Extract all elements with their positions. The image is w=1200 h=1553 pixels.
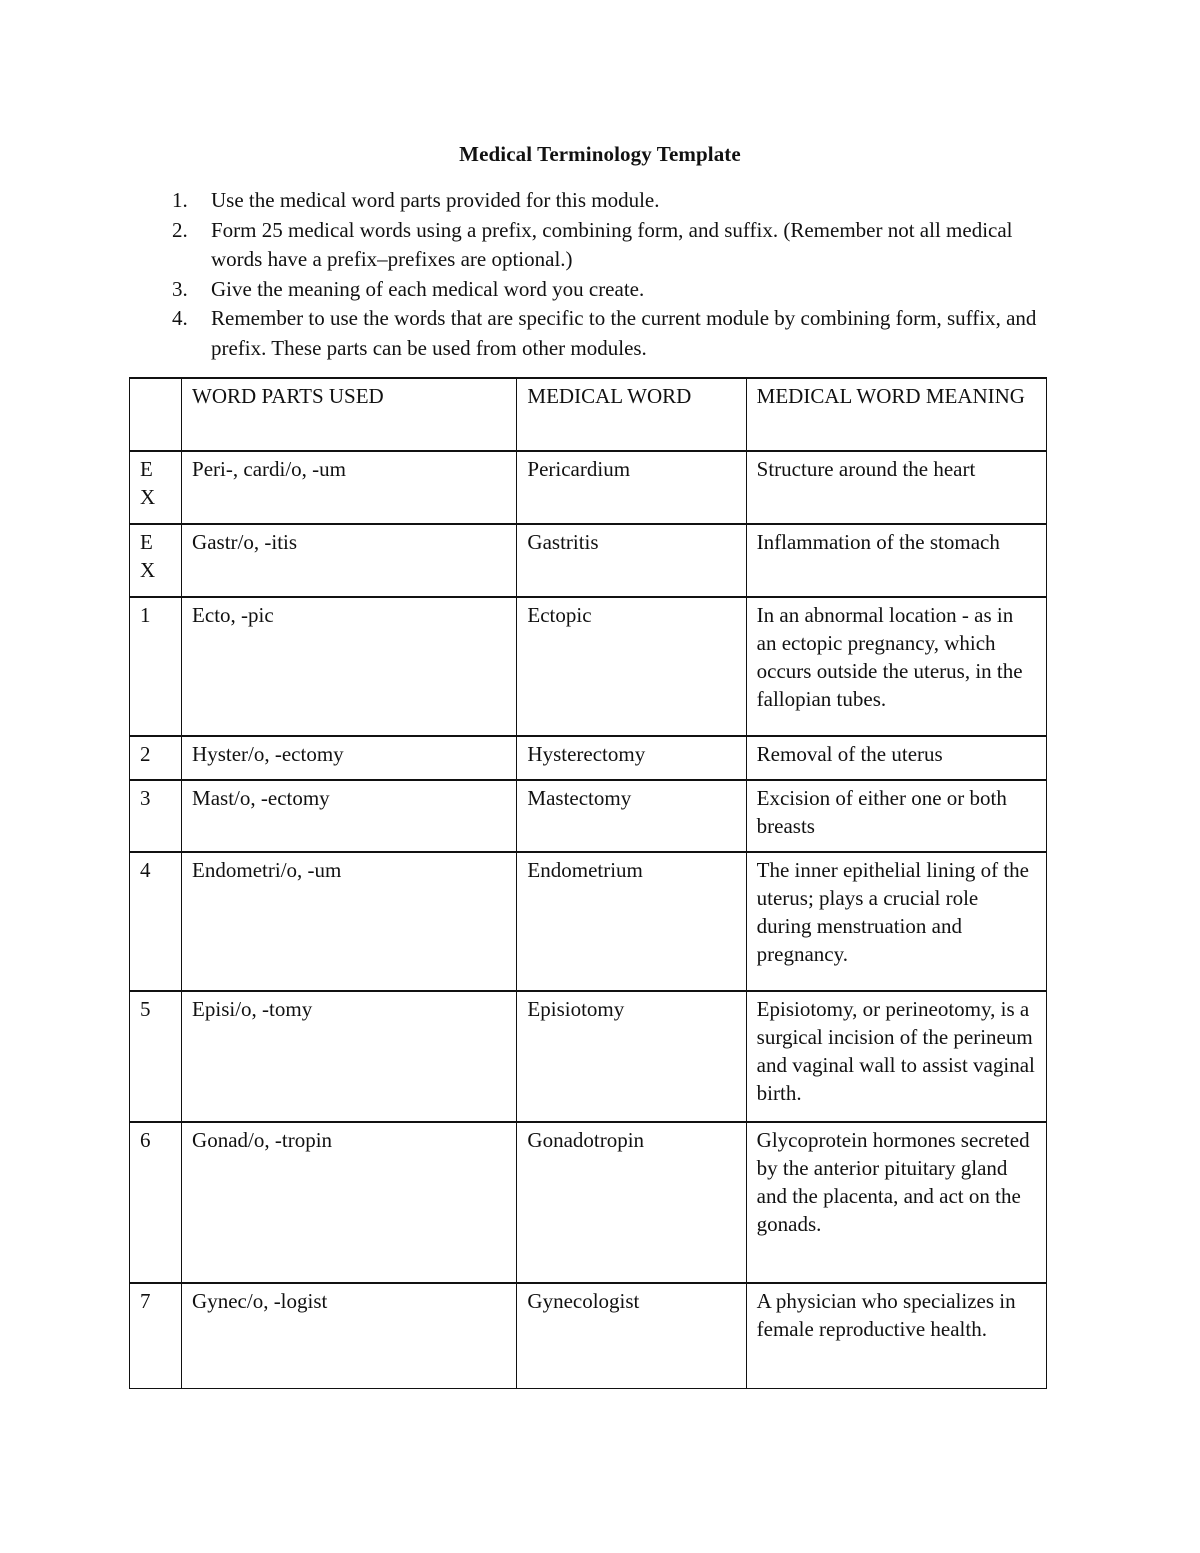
- instructions-list: [172, 186, 1042, 363]
- row-medical-word: Endometrium: [517, 852, 746, 991]
- row-meaning: Excision of either one or both breasts: [746, 780, 1046, 852]
- row-word-parts: Gastr/o, -itis: [182, 524, 517, 597]
- instruction-item: [172, 186, 1042, 216]
- row-meaning: The inner epithelial lining of the uterus; plays a crucial role during menstruation and pregnancy.: [746, 852, 1046, 991]
- header-cell-medical-word: MEDICAL WORD: [517, 378, 746, 451]
- row-word-parts: Gynec/o, -logist: [182, 1283, 517, 1388]
- row-meaning: Inflammation of the stomach: [746, 524, 1046, 597]
- row-index: E X: [130, 451, 182, 524]
- row-meaning: Episiotomy, or perineotomy, is a surgical incision of the perineum and vaginal wall to assist vaginal birth.: [746, 991, 1046, 1122]
- row-word-parts: Hyster/o, -ectomy: [182, 736, 517, 780]
- table-header-row: [130, 378, 1047, 451]
- row-word-parts: Gonad/o, -tropin: [182, 1122, 517, 1283]
- table-row: [130, 451, 1047, 524]
- row-meaning: Glycoprotein hormones secreted by the anterior pituitary gland and the placenta, and act on the gonads.: [746, 1122, 1046, 1283]
- row-medical-word: Gonadotropin: [517, 1122, 746, 1283]
- instruction-item: [172, 304, 1042, 363]
- instruction-item: [172, 275, 1042, 305]
- header-cell-index: [130, 378, 182, 451]
- row-word-parts: Peri-, cardi/o, -um: [182, 451, 517, 524]
- row-meaning: Structure around the heart: [746, 451, 1046, 524]
- instruction-number: 3.: [172, 276, 188, 301]
- row-medical-word: Episiotomy: [517, 991, 746, 1122]
- table-row: [130, 736, 1047, 780]
- instruction-item: [172, 216, 1042, 275]
- row-word-parts: Episi/o, -tomy: [182, 991, 517, 1122]
- row-medical-word: Mastectomy: [517, 780, 746, 852]
- instruction-text: Remember to use the words that are specific to the current module by combining form, suffix, and prefix. These parts can be used from other modules.: [211, 306, 1037, 360]
- table-row: [130, 1122, 1047, 1283]
- row-meaning: A physician who specializes in female reproductive health.: [746, 1283, 1046, 1388]
- table-row: [130, 524, 1047, 597]
- row-index: 6: [130, 1122, 182, 1283]
- row-meaning: In an abnormal location - as in an ectopic pregnancy, which occurs outside the uterus, in the fallopian tubes.: [746, 597, 1046, 736]
- row-word-parts: Endometri/o, -um: [182, 852, 517, 991]
- row-index: 7: [130, 1283, 182, 1388]
- row-word-parts: Mast/o, -ectomy: [182, 780, 517, 852]
- row-medical-word: Ectopic: [517, 597, 746, 736]
- table-row: [130, 1283, 1047, 1388]
- table-row: [130, 991, 1047, 1122]
- header-cell-meaning: MEDICAL WORD MEANING: [746, 378, 1046, 451]
- table-row: [130, 780, 1047, 852]
- instruction-number: 4.: [172, 306, 188, 330]
- row-medical-word: Gastritis: [517, 524, 746, 597]
- row-medical-word: Gynecologist: [517, 1283, 746, 1388]
- row-word-parts: Ecto, -pic: [182, 597, 517, 736]
- row-index: 4: [130, 852, 182, 991]
- terminology-table: [129, 377, 1047, 1389]
- document-title: Medical Terminology Template: [459, 142, 741, 166]
- table-row: [130, 597, 1047, 736]
- row-index: 1: [130, 597, 182, 736]
- row-medical-word: Hysterectomy: [517, 736, 746, 780]
- instruction-text: Give the meaning of each medical word you create.: [211, 276, 645, 301]
- instruction-text: Form 25 medical words using a prefix, combining form, and suffix. (Remember not all medical words have a prefix–prefixes are optional.): [211, 217, 1013, 271]
- row-index: 3: [130, 780, 182, 852]
- instruction-text: Use the medical word parts provided for this module.: [211, 188, 660, 212]
- table-row: [130, 852, 1047, 991]
- row-meaning: Removal of the uterus: [746, 736, 1046, 780]
- row-index: 2: [130, 736, 182, 780]
- row-medical-word: Pericardium: [517, 451, 746, 524]
- row-index: E X: [130, 524, 182, 597]
- instruction-number: 1.: [172, 188, 188, 212]
- instruction-number: 2.: [172, 217, 188, 242]
- row-index: 5: [130, 991, 182, 1122]
- header-cell-word-parts: WORD PARTS USED: [182, 378, 517, 451]
